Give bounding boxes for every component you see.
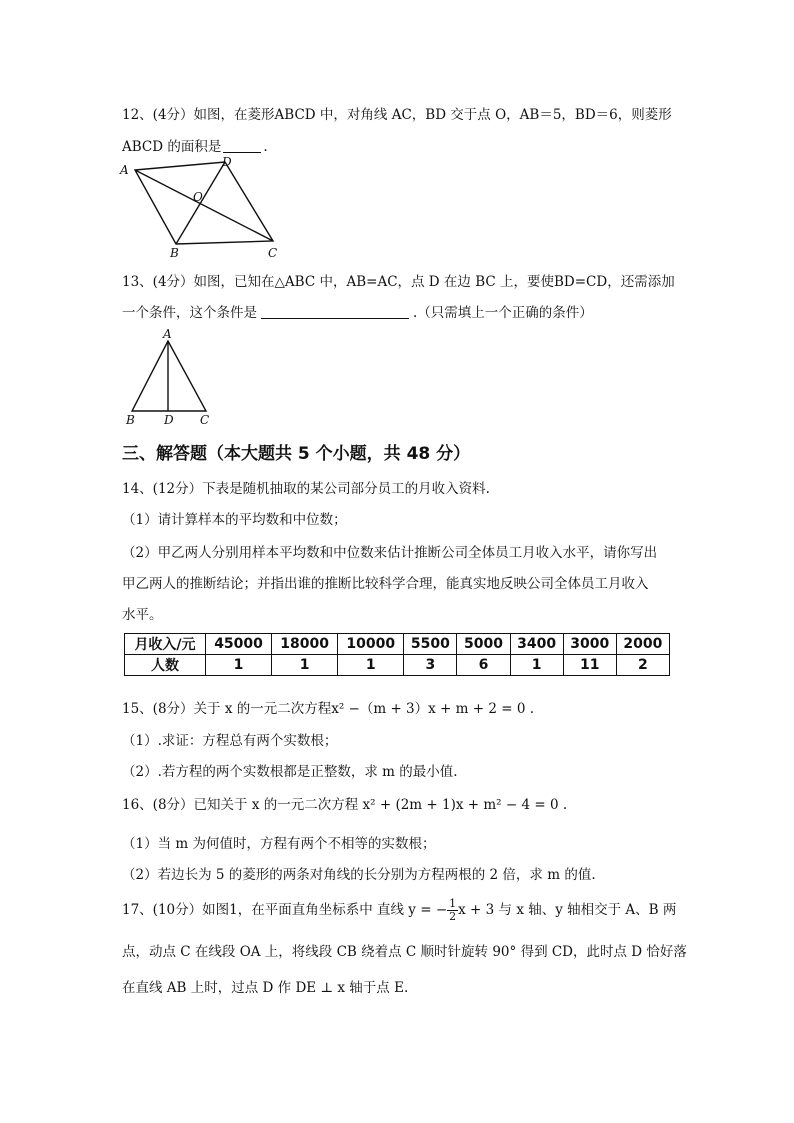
q13-line2-end: .（只需填上一个正确的条件） [413,305,593,321]
label-c: C [268,246,278,260]
table-cell: 5000 [457,634,510,655]
q17-line1 [122,898,676,923]
table-row-count [125,655,670,676]
table-cell: 10000 [338,634,404,655]
q12-line2-end: . [263,139,268,155]
table-cell: 2000 [616,634,669,655]
q14-line3: （2）甲乙两人分别用样本平均数和中位数来估计推断公司全体员工月收入水平，请你写出 [122,545,658,561]
fraction-one-half [447,898,458,923]
q16-line3: （2）若边长为 5 的菱形的两条对角线的长分别为方程两根的 2 倍，求 m 的值. [122,867,596,883]
table-cell: 11 [563,655,616,676]
q17-line2: 点，动点 C 在线段 OA 上，将线段 CB 绕着点 C 顺时针旋转 90° 得到 CD，此时点 D 恰好落 [122,944,687,960]
income-table [124,633,670,676]
label-b: B [126,413,135,427]
table-cell: 1 [206,655,272,676]
q16-line2: （1）当 m 为何值时，方程有两个不相等的实数根； [122,836,436,852]
q16-line1: 16、(8分）已知关于 x 的一元二次方程 x² + (2m + 1)x + m² − 4 = 0 . [122,797,568,813]
q17-line1-rest: x + 3 与 x 轴、y 轴相交于 A、B 两 [458,902,677,918]
label-d: D [222,155,232,169]
label-a: A [163,327,172,341]
q14-line5: 水平。 [122,607,163,623]
q15-line2: （1）.求证：方程总有两个实数根； [122,733,338,749]
q13-line2-text: 一个条件，这个条件是 [122,305,257,321]
table-cell: 5500 [404,634,457,655]
q14-line4: 甲乙两人的推断结论；并指出谁的推断比较科学合理，能真实地反映公司全体员工月收入 [122,576,649,592]
q13-line1: 13、(4分）如图，已知在△ABC 中，AB=AC，点 D 在边 BC 上，要使BD=CD，还需添加 [122,274,675,290]
q12-line2 [122,135,268,155]
table-cell: 1 [272,655,338,676]
q14-line1: 14、(12分）下表是随机抽取的某公司部分员工的月收入资料. [122,481,490,497]
q15-line3: （2）.若方程的两个实数根都是正整数，求 m 的最小值. [122,764,458,780]
label-d: D [164,413,174,427]
fraction-denominator: 2 [449,910,457,923]
q15-line1: 15、(8分）关于 x 的一元二次方程x² −（m + 3）x + m + 2 = 0 . [122,701,535,717]
table-cell: 3000 [563,634,616,655]
table-cell: 3 [404,655,457,676]
q13-answer-blank [261,306,409,319]
q17-line3: 在直线 AB 上时，过点 D 作 DE ⊥ x 轴于点 E. [122,980,409,996]
section-heading: 三、解答题（本大题共 5 个小题，共 48 分） [122,444,471,464]
table-cell: 2 [616,655,669,676]
table-cell: 3400 [510,634,563,655]
table-cell: 1 [338,655,404,676]
q17-line1-text: 17、(10分）如图1，在平面直角坐标系中 直线 y = − [122,902,448,918]
table-row-income [125,634,670,655]
table-cell: 45000 [206,634,272,655]
diagonal-ac [135,170,273,241]
table-cell: 18000 [272,634,338,655]
table-header-count: 人数 [125,655,206,676]
fraction-numerator: 1 [449,897,457,910]
q13-line2 [122,301,593,321]
triangle-figure [124,327,224,429]
rhombus-outline [135,162,273,244]
q12-line2-text: ABCD 的面积是 [122,139,222,155]
q12-line1: 12、(4分）如图，在菱形ABCD 中，对角线 AC，BD 交于点 O，AB＝5，BD＝6，则菱形 [122,107,672,123]
q12-answer-blank [223,140,261,153]
label-o: O [193,190,203,204]
label-b: B [170,246,179,260]
table-header-income: 月收入/元 [125,634,206,655]
label-c: C [200,413,210,427]
table-cell: 6 [457,655,510,676]
table-cell: 1 [510,655,563,676]
label-a: A [120,163,129,177]
triangle-outline [132,341,206,411]
rhombus-figure [118,154,290,262]
q14-line2: （1）请计算样本的平均数和中位数； [122,512,347,528]
